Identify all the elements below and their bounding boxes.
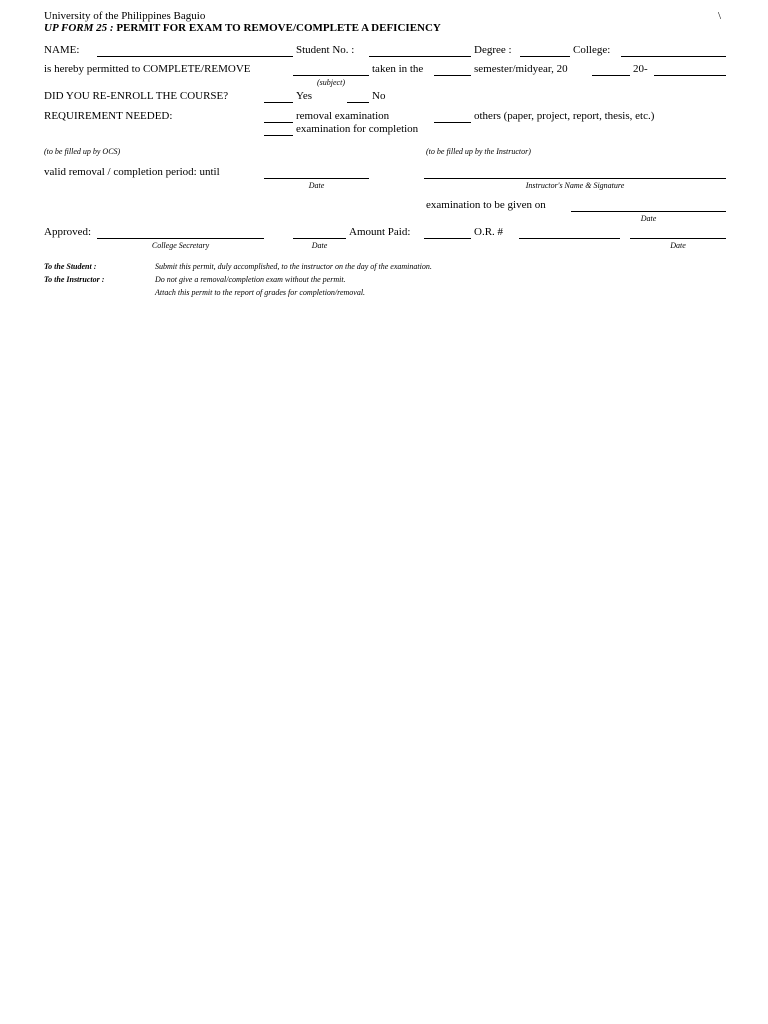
name-field[interactable] [97, 56, 293, 57]
form-title [44, 22, 441, 35]
approval-date-field[interactable] [293, 238, 346, 239]
name-label: NAME: [44, 44, 80, 56]
subject-field[interactable] [293, 75, 369, 76]
degree-field[interactable] [520, 56, 570, 57]
form-title-text: PERMIT FOR EXAM TO REMOVE/COMPLETE A DEFICIENCY [116, 22, 441, 34]
semester-field[interactable] [434, 75, 471, 76]
year-start-field[interactable] [592, 75, 630, 76]
approved-label: Approved: [44, 226, 92, 238]
semester-text: semester/midyear, 20 [474, 63, 568, 75]
exam-date-caption: Date [640, 214, 657, 223]
removal-exam-option: removal examination [296, 110, 390, 122]
secretary-caption: College Secretary [151, 241, 210, 250]
instructor-instruction-text-2: Attach this permit to the report of grades for completion/removal. [155, 288, 366, 297]
secretary-signature-field[interactable] [97, 238, 264, 239]
university-name: University of the Philippines Baguio [44, 10, 206, 22]
others-option: others (paper, project, report, thesis, etc.) [474, 110, 655, 122]
completion-exam-option: examination for completion [296, 123, 419, 135]
college-field[interactable] [621, 56, 726, 57]
or-number-label: O.R. # [474, 226, 504, 238]
taken-in-text: taken in the [372, 63, 424, 75]
student-no-label: Student No. : [296, 44, 355, 56]
instructor-signature-field[interactable] [424, 178, 726, 179]
yes-checkbox-line[interactable] [264, 102, 293, 103]
student-instruction-text: Submit this permit, duly accomplished, to the instructor on the day of the examination. [155, 262, 432, 271]
student-no-field[interactable] [369, 56, 471, 57]
exam-date-label: examination to be given on [426, 199, 546, 211]
corner-mark: \ [718, 10, 722, 22]
ocs-note: (to be filled up by OCS) [44, 147, 121, 156]
instructor-note: (to be filled up by the Instructor) [426, 147, 531, 156]
no-checkbox-line[interactable] [347, 102, 369, 103]
subject-caption: (subject) [317, 78, 345, 87]
others-checkbox-line[interactable] [434, 122, 471, 123]
payment-date-field[interactable] [630, 238, 726, 239]
reenroll-question: DID YOU RE-ENROLL THE COURSE? [44, 90, 229, 102]
validity-date-caption: Date [308, 181, 325, 190]
payment-date-caption: Date [670, 241, 686, 250]
or-number-field[interactable] [519, 238, 620, 239]
year-end-field[interactable] [654, 75, 726, 76]
requirement-label: REQUIREMENT NEEDED: [44, 110, 173, 122]
no-label: No [372, 90, 386, 102]
yes-label: Yes [296, 90, 313, 102]
validity-date-field[interactable] [264, 178, 369, 179]
college-label: College: [573, 44, 611, 56]
instructor-signature-caption: Instructor's Name & Signature [525, 181, 625, 190]
instructor-instruction-label: To the Instructor : [44, 275, 105, 284]
validity-label: valid removal / completion period: until [44, 166, 220, 178]
exam-date-field[interactable] [571, 211, 726, 212]
year-dash: 20- [633, 63, 648, 75]
instructor-instruction-text-1: Do not give a removal/completion exam without the permit. [155, 275, 346, 284]
completion-exam-checkbox-line[interactable] [264, 135, 293, 136]
removal-exam-checkbox-line[interactable] [264, 122, 293, 123]
form-code: UP FORM 25 : [44, 22, 114, 34]
approval-date-caption: Date [311, 241, 328, 250]
student-instruction-label: To the Student : [44, 262, 97, 271]
amount-paid-field[interactable] [424, 238, 471, 239]
degree-label: Degree : [474, 44, 512, 56]
amount-paid-label: Amount Paid: [349, 226, 411, 238]
permitted-text: is hereby permitted to COMPLETE/REMOVE [44, 63, 251, 75]
